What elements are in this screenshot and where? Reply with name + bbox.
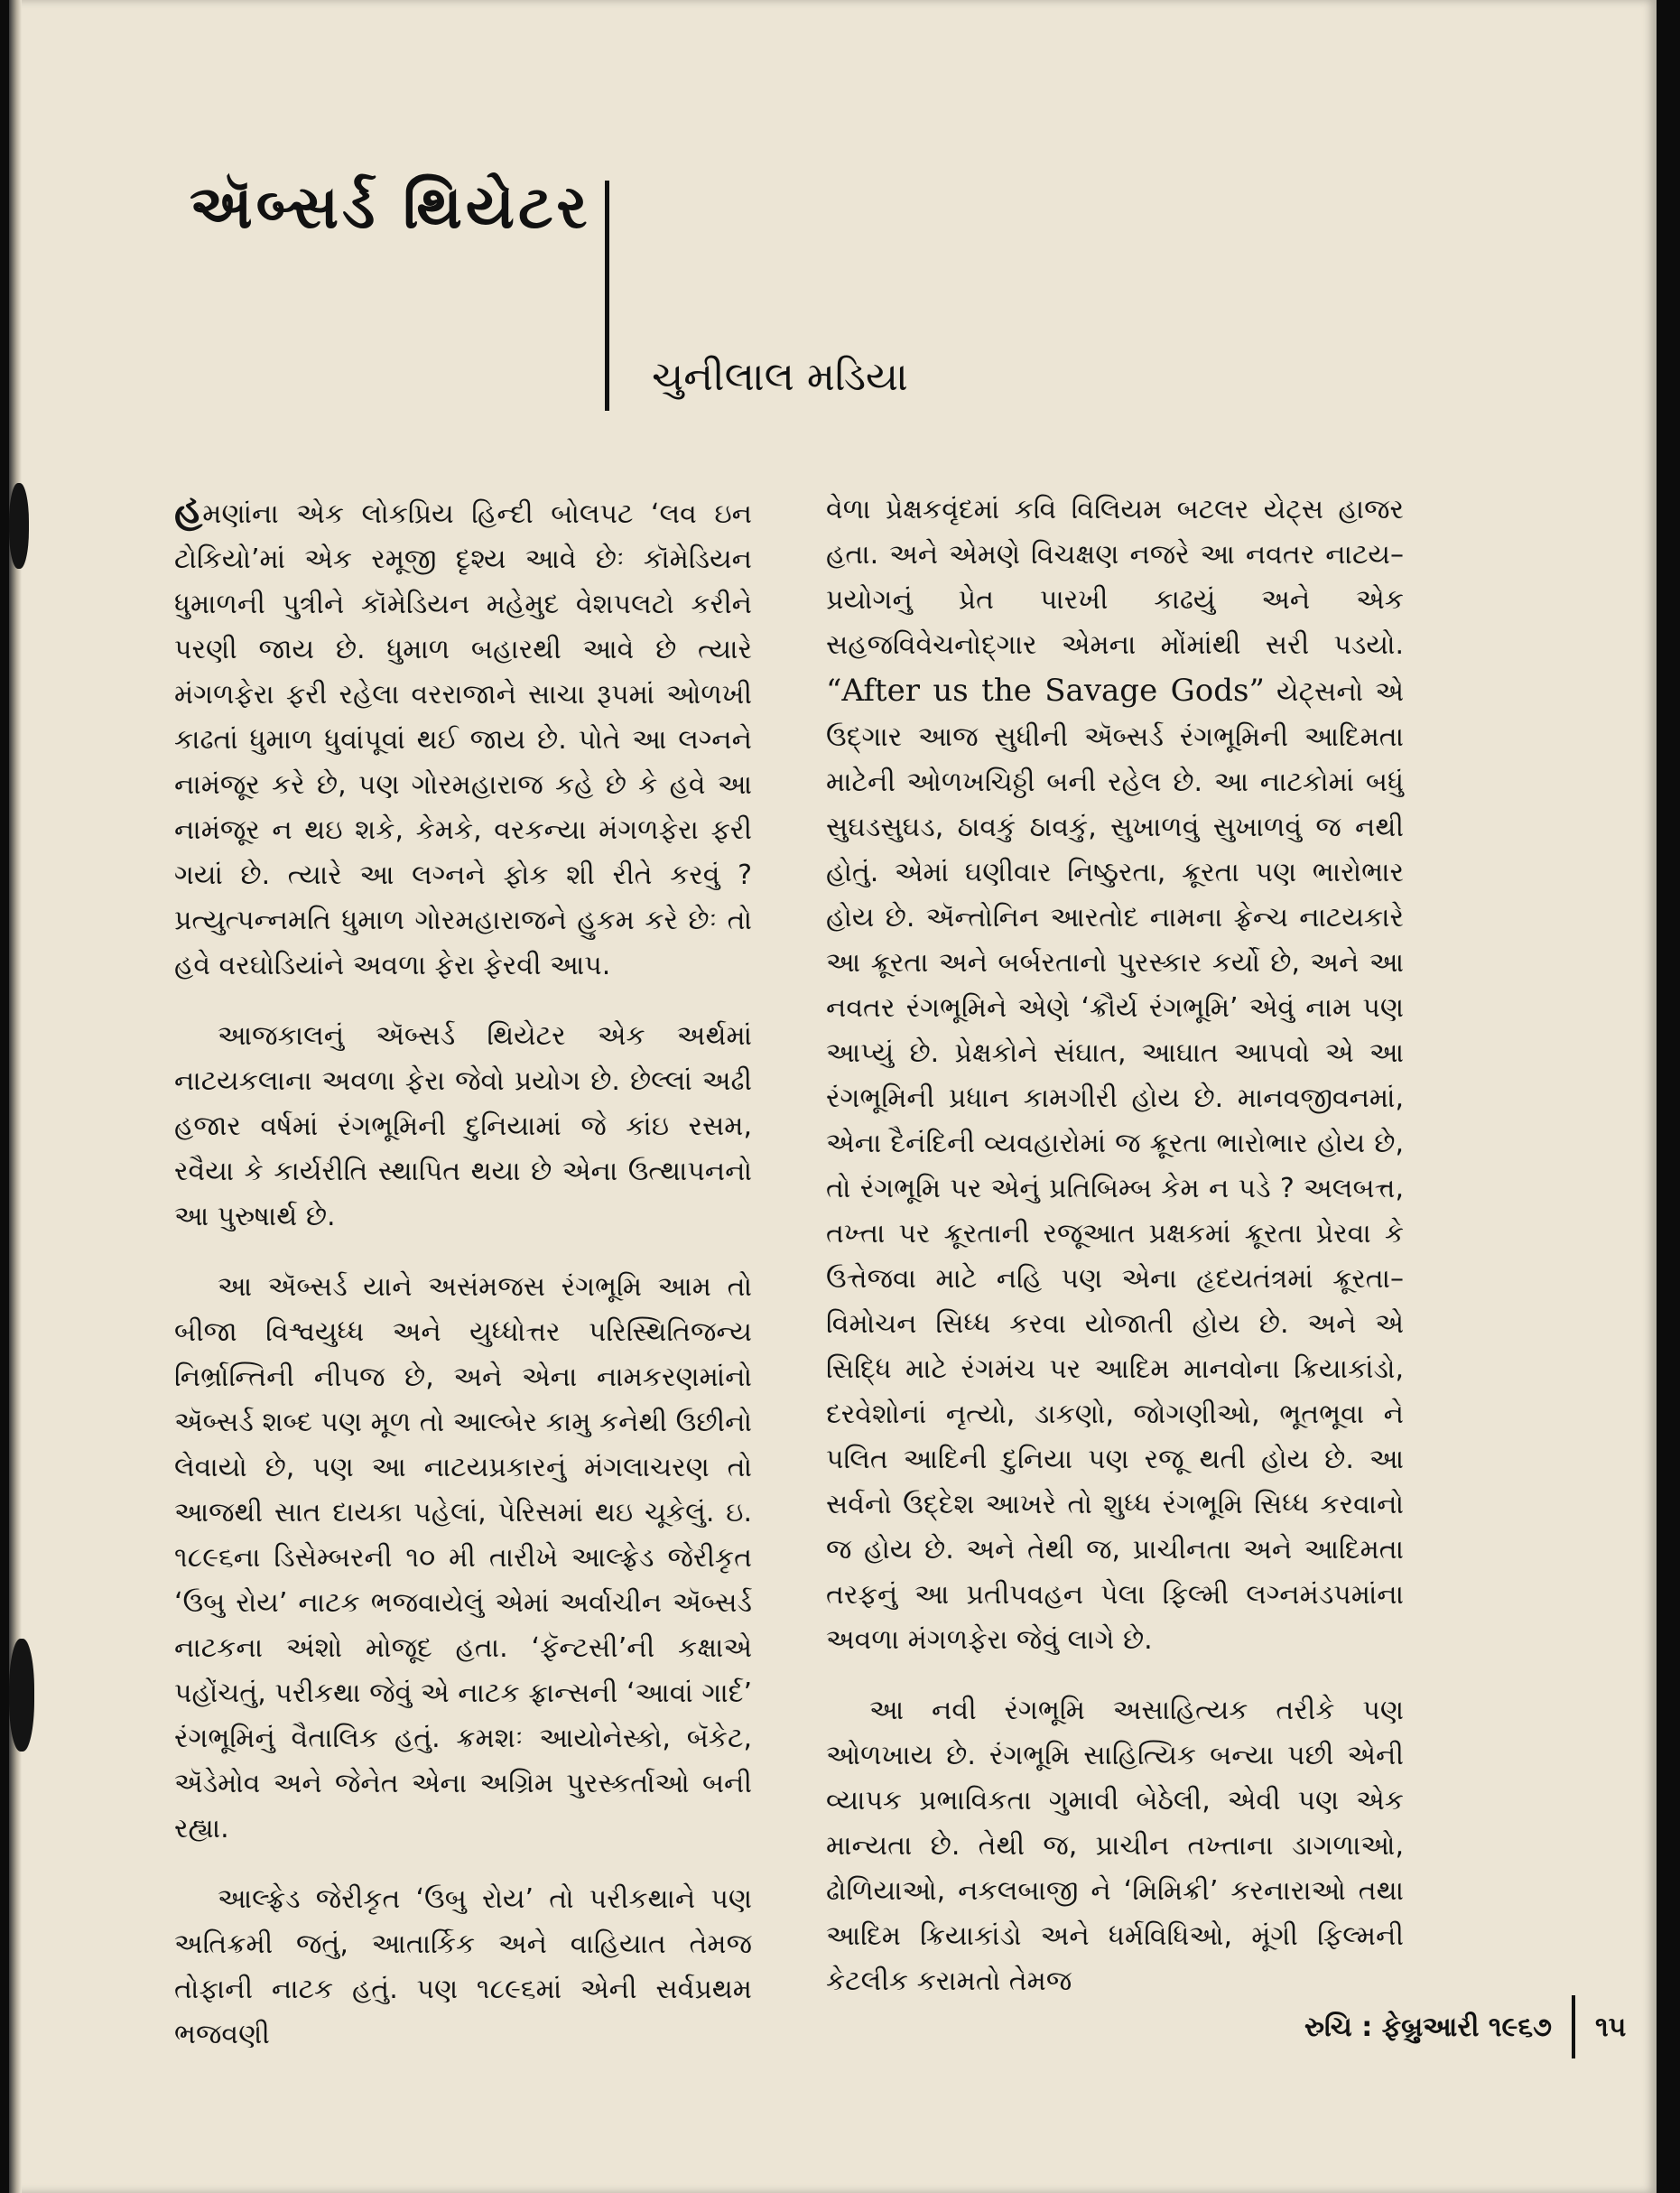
- title-divider: [605, 181, 609, 411]
- issue-label: રુચિ : ફેબ્રુઆરી ૧૯૬૭: [1304, 2011, 1552, 2043]
- paragraph: આલ્ફ્રેડ જેરીકૃત ‘ઉબુ રોય’ તો પરીકથાને પણ અતિક્રમી જતું, આતાર્કિક અને વાહિયાત તેમજ તોફાની નાટક હતું. પણ ૧૮૯૬માં એની સર્વપ્રથમ ભજવણી: [174, 1883, 752, 2050]
- paragraph: [174, 488, 752, 989]
- paragraph-text: વેળા પ્રેક્ષકવૃંદમાં કવિ વિલિયમ બટલર યેટ્સ હાજર હતા. અને એમણે વિચક્ષણ નજરે આ નવતર નાટય–પ્રયોગનું પ્રેત પારખી કાઢયું અને એક સહજવિવેચનોદ્ગાર એમના મોંમાંથી સરી પડયો.: [826, 494, 1404, 661]
- ink-stain: [9, 1639, 34, 1752]
- right-column: [826, 488, 1404, 2030]
- article-author: ચુનીલાલ મડિયા: [652, 354, 908, 400]
- page-number: ૧૫: [1594, 2011, 1627, 2043]
- drop-cap: હ: [174, 487, 203, 533]
- footer-divider: [1572, 1995, 1575, 2058]
- binding-edge: [9, 0, 22, 2193]
- article-title: ઍબ્સર્ડ થિયેટર: [190, 172, 591, 242]
- left-column: [174, 488, 752, 2083]
- ink-stain: [9, 483, 29, 569]
- paragraph-text: યેટ્સનો એ ઉદ્ગાર આજ સુધીની ઍબ્સર્ડ રંગભૂમિની આદિમતા માટેની ઓળખચિઠ્ઠી બની રહેલ છે. આ નાટકોમાં બધું સુઘડસુઘડ, ઠાવકું ઠાવકું, સુખાળવું સુખાળવું જ નથી હોતું. એમાં ઘણીવાર નિષ્ઠુરતા, ક્રૂરતા પણ ભારોભાર હોય છે. ઍન્તોનિન આરતોદ નામના ફ્રેન્ચ નાટયકારે આ ક્રૂરતા અને બર્બરતાનો પુરસ્કાર કર્યો છે, અને આ નવતર રંગભૂમિને એણે ‘ક્રૌર્ય રંગભૂમિ’ એવું નામ પણ આપ્યું છે. પ્રેક્ષકોને સંઘાત, આઘાત આપવો એ આ રંગભૂમિની પ્રધાન કામગીરી હોય છે. માનવજીવનમાં, એના દૈનંદિની વ્યવહારોમાં જ ક્રૂરતા ભારોભાર હોય છે, તો રંગભૂમિ પર એનું પ્રતિબિમ્બ કેમ ન પડે ? અલબત્ત, તખ્તા પર ક્રૂરતાની રજૂઆત પ્રક્ષકમાં ક્રૂરતા પ્રેરવા કે ઉત્તેજવા માટે નહિ પણ એના હૃદયતંત્રમાં ક્રૂરતા–વિમોચન સિધ્ધ કરવા યોજાતી હોય છે. અને એ સિદ્ધિ માટે રંગમંચ પર આદિમ માનવોના ક્રિયાકાંડો, દરવેશોનાં નૃત્યો, ડાકણો, જોગણીઓ, ભૂતભૂવા ને પલિત આદિની દુનિયા પણ રજૂ થતી હોય છે. આ સર્વનો ઉદ્દેશ આખરે તો શુધ્ધ રંગભૂમિ સિધ્ધ કરવાનો જ હોય છે. અને તેથી જ, પ્રાચીનતા અને આદિમતા તરફનું આ પ્રતીપવહન પેલા ફિલ્મી લગ્નમંડપમાંના અવળા મંગળફેરા જેવું લાગે છે.: [826, 676, 1404, 1656]
- paragraph-text: મણાંના એક લોકપ્રિય હિન્દી બોલપટ ‘લવ ઇન ટોકિયો’માં એક રમૂજી દૃશ્ય આવે છેઃ કૉમેડિયન ધુમાળની પુત્રીને કૉમેડિયન મહેમુદ વેશપલટો કરીને પરણી જાય છે. ધુમાળ બહારથી આવે છે ત્યારે મંગળફેરા ફરી રહેલા વરરાજાને સાચા રૂપમાં ઓળખી કાઢતાં ધુમાળ ધુવાંપૂવાં થઈ જાય છે. પોતે આ લગ્નને નામંજૂર કરે છે, પણ ગોરમહારાજ કહે છે કે હવે આ નામંજૂર ન થઇ શકે, કેમકે, વરકન્યા મંગળફેરા ફરી ગયાં છે. ત્યારે આ લગ્નને ફોક શી રીતે કરવું ? પ્રત્યુત્પન્નમતિ ધુમાળ ગોરમહારાજને હુકમ કરે છેઃ તો હવે વરઘોડિયાંને અવળા ફેરા ફેરવી આપ.: [174, 498, 752, 981]
- page-footer: [1304, 1995, 1626, 2058]
- magazine-page: [9, 0, 1657, 2193]
- english-quote: “After us the Savage Gods”: [826, 673, 1265, 709]
- paragraph: આ ઍબ્સર્ડ યાને અસંમજસ રંગભૂમિ આમ તો બીજા વિશ્વયુધ્ધ અને યુધ્ધોત્તર પરિસ્થિતિજન્ય નિર્ભ્રાન્તિની નીપજ છે, અને એના નામકરણમાંનો ઍબ્સર્ડ શબ્દ પણ મૂળ તો આલ્બેર કામુ કનેથી ઉછીનો લેવાયો છે, પણ આ નાટયપ્રકારનું મંગલાચરણ તો આજથી સાત દાયકા પહેલાં, પેરિસમાં થઇ ચૂકેલું. ઇ. ૧૮૯૬ના ડિસેમ્બરની ૧૦ મી તારીખે આલ્ફ્રેડ જેરીકૃત ‘ઉબુ રોય’ નાટક ભજવાયેલું એમાં અર્વાચીન ઍબ્સર્ડ નાટકના અંશો મોજૂદ હતા. ‘ફૅન્ટસી’ની કક્ષાએ પહોંચતું, પરીકથા જેવું એ નાટક ફ્રાન્સની ‘આવાં ગાર્દ’ રંગભૂમિનું વૈતાલિક હતું. ક્રમશઃ આયોનેસ્કો, બૅકેટ, ઍડેમોવ અને જેનેત એના અગ્રિમ પુરસ્કર્તાઓ બની રહ્યા.: [174, 1271, 752, 1845]
- paragraph: આ નવી રંગભૂમિ અસાહિત્યક તરીકે પણ ઓળખાય છે. રંગભૂમિ સાહિત્યિક બન્યા પછી એની વ્યાપક પ્રભાવિકતા ગુમાવી બેઠેલી, એવી પણ એક માન્યતા છે. તેથી જ, પ્રાચીન તખ્તાના ડાગળાઓ, ઢોળિયાઓ, નકલબાજી ને ‘મિમિક્રી’ કરનારાઓ તથા આદિમ ક્રિયાકાંડો અને ધર્મવિધિઓ, મૂંગી ફિલ્મની કેટલીક કરામતો તેમજ: [826, 1695, 1404, 1997]
- paragraph: [826, 488, 1404, 1663]
- paragraph: આજકાલનું ઍબ્સર્ડ થિયેટર એક અર્થમાં નાટયકલાના અવળા ફેરા જેવો પ્રયોગ છે. છેલ્લાં અઢી હજાર વર્ષમાં રંગભૂમિની દુનિયામાં જે કાંઇ રસમ, રવૈયા કે કાર્યરીતિ સ્થાપિત થયા છે એના ઉત્થાપનનો આ પુરુષાર્થ છે.: [174, 1020, 752, 1232]
